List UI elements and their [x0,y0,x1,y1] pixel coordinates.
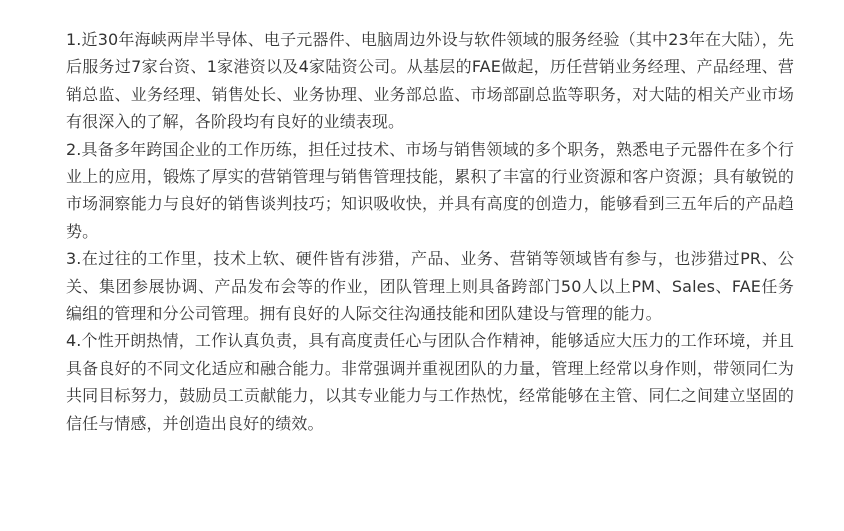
paragraph-4: 4.个性开朗热情，工作认真负责，具有高度责任心与团队合作精神，能够适应大压力的工作环境，并且具备良好的不同文化适应和融合能力。非常强调并重视团队的力量，管理上经常以身作则，带领同仁为共同目标努力，鼓励员工贡献能力，以其专业能力与工作热忱，经常能够在主管、同仁之间建立坚固的信任与情感，并创造出良好的绩效。 [66,331,794,433]
paragraph-2: 2.具备多年跨国企业的工作历练，担任过技术、市场与销售领域的多个职务，熟悉电子元器件在多个行业上的应用，锻炼了厚实的营销管理与销售管理技能，累积了丰富的行业资源和客户资源；具有敏锐的市场洞察能力与良好的销售谈判技巧；知识吸收快，并具有高度的创造力，能够看到三五年后的产品趋势。 [66,139,794,241]
paragraph-3: 3.在过往的工作里，技术上软、硬件皆有涉猎，产品、业务、营销等领域皆有参与，也涉猎过PR、公关、集团参展协调、产品发布会等的作业，团队管理上则具备跨部门50人以上PM、Sales、FAE任务编组的管理和分公司管理。拥有良好的人际交往沟通技能和团队建设与管理的能力。 [66,249,794,324]
document-body [66,26,794,437]
paragraph-1: 1.近30年海峡两岸半导体、电子元器件、电脑周边外设与软件领域的服务经验（其中23年在大陆），先后服务过7家台资、1家港资以及4家陆资公司。从基层的FAE做起，历任营销业务经理、产品经理、营销总监、业务经理、销售处长、业务协理、业务部总监、市场部副总监等职务，对大陆的相关产业市场有很深入的了解，各阶段均有良好的业绩表现。 [66,30,794,132]
